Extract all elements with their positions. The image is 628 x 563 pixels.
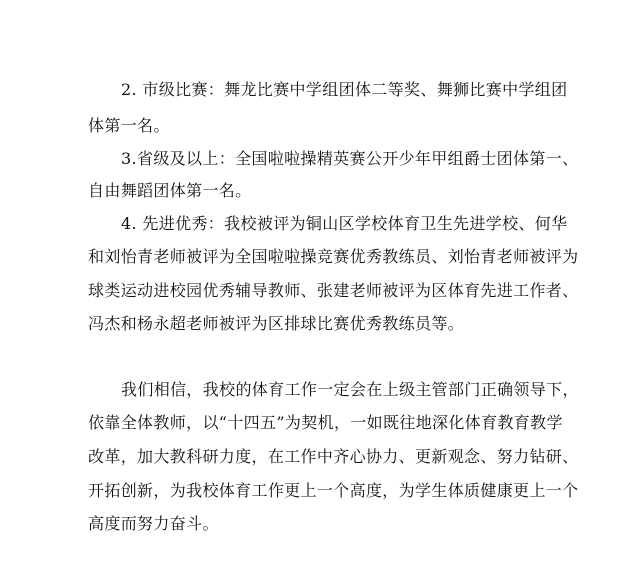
item-4-line-3: 球类运动进校园优秀辅导教师、张建老师被评为区体育先进工作者、 [88,281,579,300]
item-2-line-2: 体第一名。 [88,116,170,135]
item-4-line-1: 4. 先进优秀：我校被评为铜山区学校体育卫生先进学校、何华 [121,214,568,233]
conclusion-line-3: 改革，加大教科研力度，在工作中齐心协力、更新观念、努力钻研、 [88,447,579,466]
conclusion-line-4: 开拓创新，为我校体育工作更上一个高度，为学生体质健康更上一个 [88,481,579,500]
item-3-line-2: 自由舞蹈团体第一名。 [88,181,252,200]
conclusion-line-1: 我们相信，我校的体育工作一定会在上级主管部门正确领导下， [121,380,579,399]
item-2-line-1: 2. 市级比赛：舞龙比赛中学组团体二等奖、舞狮比赛中学组团 [121,80,568,99]
item-4-line-2: 和刘怡青老师被评为全国啦啦操竞赛优秀教练员、刘怡青老师被评为 [88,247,579,266]
conclusion-line-5: 高度而努力奋斗。 [88,514,219,533]
item-4-line-4: 冯杰和杨永超老师被评为区排球比赛优秀教练员等。 [88,314,465,333]
item-3-line-1: 3.省级及以上：全国啦啦操精英赛公开少年甲组爵士团体第一、 [121,149,579,168]
conclusion-line-2: 依靠全体教师，以“十四五”为契机，一如既往地深化体育教育教学 [88,413,563,432]
